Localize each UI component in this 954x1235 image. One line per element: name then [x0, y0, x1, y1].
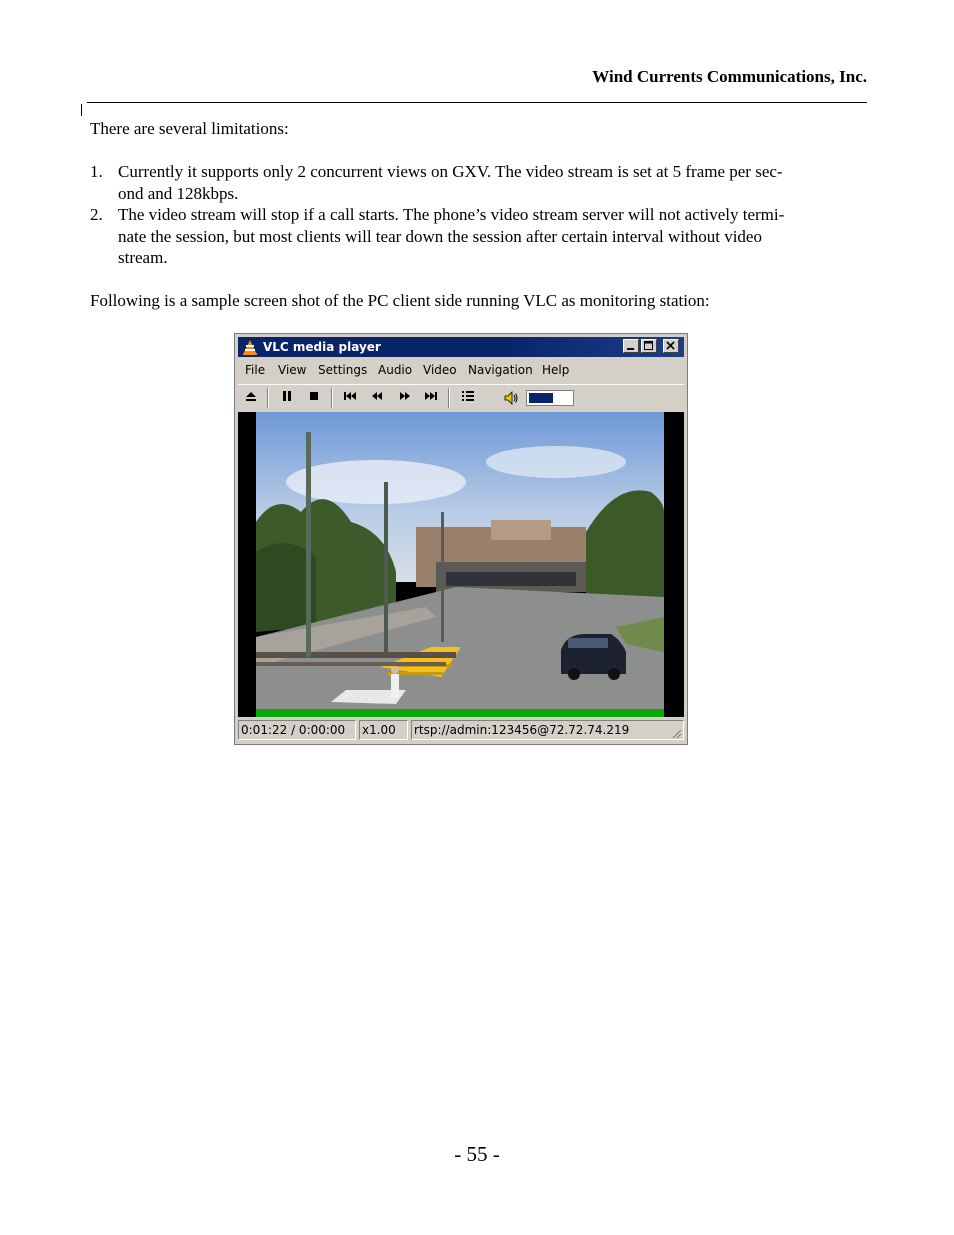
intro-paragraph: There are several limitations:	[90, 119, 289, 138]
list-text-line: ond and 128kbps.	[118, 183, 239, 203]
stop-icon[interactable]	[305, 390, 323, 406]
menu-help[interactable]: Help	[542, 363, 570, 377]
list-number: 2.	[90, 205, 103, 224]
minimize-icon[interactable]	[623, 339, 639, 353]
status-time: 0:01:22 / 0:00:00	[238, 720, 356, 740]
rewind-icon[interactable]	[368, 390, 386, 406]
close-icon[interactable]	[663, 339, 679, 353]
video-frame	[256, 412, 664, 717]
speaker-icon[interactable]	[502, 390, 520, 406]
page-number: - 55 -	[454, 1142, 500, 1166]
status-speed: x1.00	[359, 720, 408, 740]
resize-grip-icon[interactable]	[670, 727, 682, 739]
list-item	[90, 204, 855, 269]
header-rule	[87, 102, 867, 103]
menu-file[interactable]: File	[245, 363, 266, 377]
change-bar	[81, 104, 82, 116]
list-text-line: The video stream will stop if a call starts. The phone’s video stream server will not actively termi-	[118, 205, 785, 224]
toolbar-separator	[448, 388, 450, 408]
toolbar-separator	[331, 388, 333, 408]
volume-slider[interactable]	[526, 390, 574, 406]
menu-video[interactable]: Video	[423, 363, 457, 377]
video-area[interactable]	[238, 412, 684, 717]
skip-forward-icon[interactable]	[422, 390, 440, 406]
menu-settings[interactable]: Settings	[318, 363, 368, 377]
playlist-icon[interactable]	[459, 390, 477, 406]
volume-fill	[529, 393, 553, 403]
fast-forward-icon[interactable]	[396, 390, 414, 406]
header-company: Wind Currents Communications, Inc.	[592, 67, 867, 86]
vlc-window	[234, 333, 688, 745]
list-number: 1.	[90, 162, 103, 181]
menu-bar	[238, 359, 684, 381]
title-bar[interactable]	[238, 337, 684, 357]
toolbar-separator	[267, 388, 269, 408]
toolbar	[238, 384, 684, 411]
menu-view[interactable]: View	[278, 363, 307, 377]
following-paragraph: Following is a sample screen shot of the PC client side running VLC as monitoring station:	[90, 291, 710, 310]
list-item	[90, 161, 855, 204]
pause-icon[interactable]	[278, 390, 296, 406]
vlc-cone-icon	[242, 339, 258, 355]
eject-icon[interactable]	[242, 390, 260, 406]
skip-back-icon[interactable]	[341, 390, 359, 406]
list-text-line: Currently it supports only 2 concurrent views on GXV. The video stream is set at 5 frame per sec-	[118, 162, 783, 181]
window-title: VLC media player	[263, 340, 381, 354]
list-text-line: nate the session, but most clients will tear down the session after certain interval without video	[118, 226, 762, 246]
maximize-icon[interactable]	[641, 339, 657, 353]
list-text-line: stream.	[118, 248, 168, 267]
menu-audio[interactable]: Audio	[378, 363, 413, 377]
status-url: rtsp://admin:123456@72.72.74.219	[411, 720, 684, 740]
status-bar	[238, 719, 684, 741]
menu-navigation[interactable]: Navigation	[468, 363, 533, 377]
